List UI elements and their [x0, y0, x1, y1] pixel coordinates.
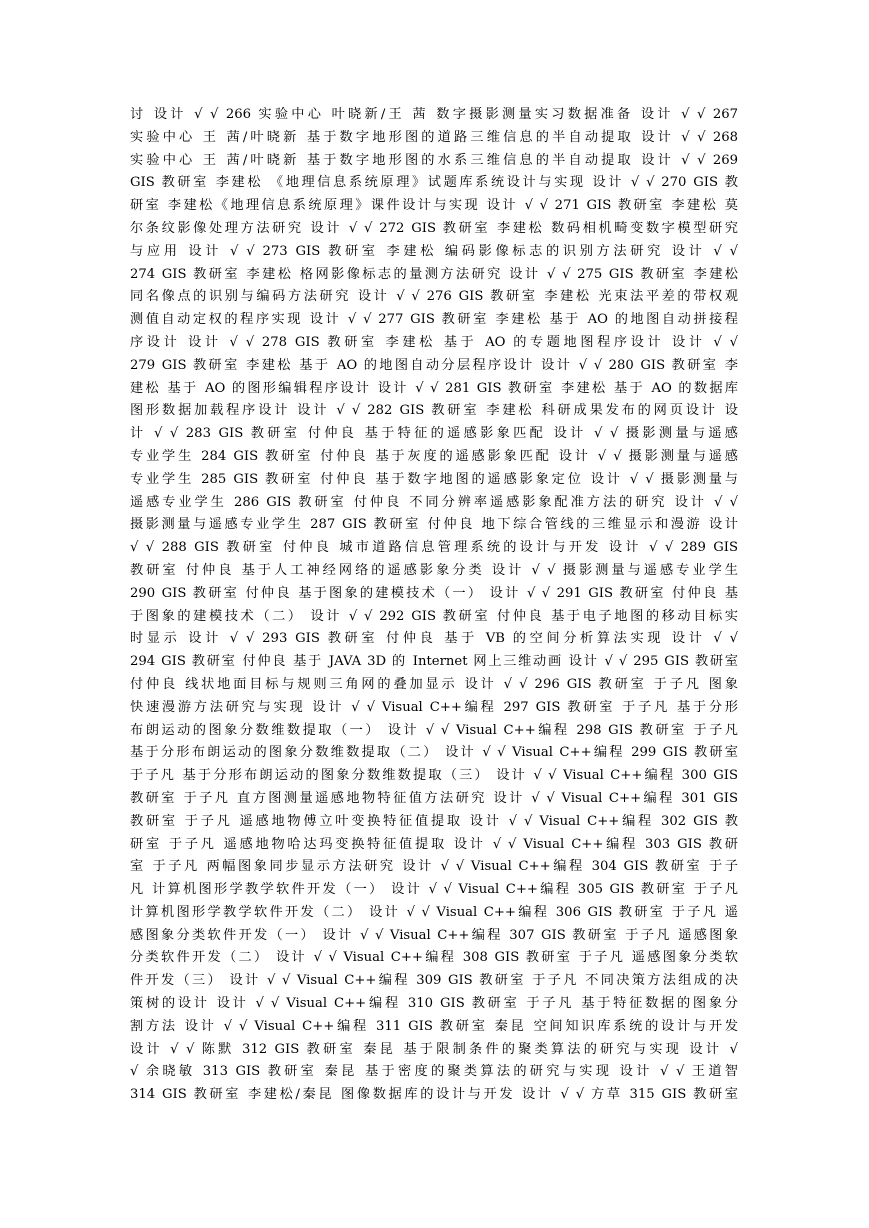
text-line: 序设计 设计 √ √ 278 GIS 教研室 李建松 基于 AO 的专题地图程序设计 设计 √ √ [130, 334, 738, 350]
text-line: 同名像点的识别与编码方法研究 设计 √ √ 276 GIS 教研室 李建松 光束法平差的带权观 [130, 289, 738, 305]
text-line: 314 GIS 教研室 李建松/秦昆 图像数据库的设计与开发 设计 √ √ 方草 315 GIS 教研室 [130, 1087, 738, 1103]
text-line: 与应用 设计 √ √ 273 GIS 教研室 李建松 编码影像标志的识别方法研究 设计 √ √ [130, 243, 738, 259]
text-line: 于图象的建模技术（二） 设计 √ √ 292 GIS 教研室 付仲良 基于电子地图的移动目标实 [130, 608, 738, 624]
text-line: 遥感专业学生 286 GIS 教研室 付仲良 不同分辨率遥感影象配准方法的研究 设计 √ √ [130, 494, 738, 510]
text-line: 尔条纹影像处理方法研究 设计 √ √ 272 GIS 教研室 李建松 数码相机畸变数字模型研究 [130, 220, 738, 236]
text-line: 件开发（三） 设计 √ √ Visual C++编程 309 GIS 教研室 于子凡 不同决策方法组成的决 [130, 973, 738, 989]
text-line: 教研室 于子凡 遥感地物傅立叶变换特征值提取 设计 √ √ Visual C++编程 302 GIS 教 [130, 813, 738, 829]
text-line: 教研室 付仲良 基于人工神经网络的遥感影象分类 设计 √ √ 摄影测量与遥感专业学生 [130, 562, 738, 578]
text-line: 建松 基于 AO 的图形编辑程序设计 设计 √ √ 281 GIS 教研室 李建松 基于 AO 的数据库 [130, 380, 738, 396]
text-line: 计 √ √ 283 GIS 教研室 付仲良 基于特征的遥感影象匹配 设计 √ √ 摄影测量与遥感 [130, 426, 738, 442]
text-line: 专业学生 284 GIS 教研室 付仲良 基于灰度的遥感影象匹配 设计 √ √ 摄影测量与遥感 [130, 448, 738, 464]
text-line: 290 GIS 教研室 付仲良 基于图象的建模技术（一） 设计 √ √ 291 GIS 教研室 付仲良 基 [130, 585, 738, 601]
text-line: 研室 于子凡 遥感地物哈达玛变换特征值提取 设计 √ √ Visual C++编程 303 GIS 教研 [130, 836, 738, 852]
text-line: 时显示 设计 √ √ 293 GIS 教研室 付仲良 基于 VB 的空间分析算法实现 设计 √ √ [130, 631, 738, 647]
text-line: 实验中心 王 茜/叶晓新 基于数字地形图的水系三维信息的半自动提取 设计 √ √ 269 [130, 152, 738, 168]
text-line: 付仲良 线状地面目标与规则三角网的叠加显示 设计 √ √ 296 GIS 教研室 于子凡 图象 [130, 676, 738, 692]
text-line: 凡 计算机图形学教学软件开发（一） 设计 √ √ Visual C++编程 305 GIS 教研室 于子凡 [130, 882, 738, 898]
document-body [130, 104, 738, 1107]
text-line: 摄影测量与遥感专业学生 287 GIS 教研室 付仲良 地下综合管线的三维显示和漫游 设计 [130, 517, 738, 533]
text-line: 于子凡 基于分形布朗运动的图象分数维数提取（三） 设计 √ √ Visual C++编程 300 GIS [130, 768, 738, 784]
text-line: 图形数据加载程序设计 设计 √ √ 282 GIS 教研室 李建松 科研成果发布的网页设计 设 [130, 403, 738, 419]
text-line: 分类软件开发（二） 设计 √ √ Visual C++编程 308 GIS 教研室 于子凡 遥感图象分类软 [130, 950, 738, 966]
text-line: 279 GIS 教研室 李建松 基于 AO 的地图自动分层程序设计 设计 √ √ 280 GIS 教研室 李 [130, 357, 738, 373]
text-line: 割方法 设计 √ √ Visual C++编程 311 GIS 教研室 秦昆 空间知识库系统的设计与开发 [130, 1018, 738, 1034]
text-line: √ 余晓敏 313 GIS 教研室 秦昆 基于密度的聚类算法的研究与实现 设计 √ √ 王道智 [130, 1064, 738, 1080]
text-line: 布朗运动的图象分数维数提取（一） 设计 √ √ Visual C++编程 298 GIS 教研室 于子凡 [130, 722, 738, 738]
text-line: 实验中心 王 茜/叶晓新 基于数字地形图的道路三维信息的半自动提取 设计 √ √ 268 [130, 129, 738, 145]
text-line: 274 GIS 教研室 李建松 格网影像标志的量测方法研究 设计 √ √ 275 GIS 教研室 李建松 [130, 266, 738, 282]
text-line: 基于分形布朗运动的图象分数维数提取（二） 设计 √ √ Visual C++编程 299 GIS 教研室 [130, 745, 738, 761]
text-line: 快速漫游方法研究与实现 设计 √ √ Visual C++编程 297 GIS 教研室 于子凡 基于分形 [130, 699, 738, 715]
text-line: 测值自动定权的程序实现 设计 √ √ 277 GIS 教研室 李建松 基于 AO 的地图自动拼接程 [130, 312, 738, 328]
text-line: 专业学生 285 GIS 教研室 付仲良 基于数字地图的遥感影象定位 设计 √ √ 摄影测量与 [130, 471, 738, 487]
text-line: 室 于子凡 两幅图象同步显示方法研究 设计 √ √ Visual C++编程 304 GIS 教研室 于子 [130, 859, 738, 875]
text-line: 教研室 于子凡 直方图测量遥感地物特征值方法研究 设计 √ √ Visual C++编程 301 GIS [130, 790, 738, 806]
text-line: 设计 √ √ 陈默 312 GIS 教研室 秦昆 基于限制条件的聚类算法的研究与实现 设计 √ [130, 1041, 738, 1057]
text-line: 研室 李建松《地理信息系统原理》课件设计与实现 设计 √ √ 271 GIS 教研室 李建松 莫 [130, 198, 738, 214]
text-line: 策树的设计 设计 √ √ Visual C++编程 310 GIS 教研室 于子凡 基于特征数据的图象分 [130, 996, 738, 1012]
text-line: 计算机图形学教学软件开发（二） 设计 √ √ Visual C++编程 306 GIS 教研室 于子凡 遥 [130, 904, 738, 920]
text-line: 294 GIS 教研室 付仲良 基于 JAVA 3D 的 Internet 网上三维动画 设计 √ √ 295 GIS 教研室 [130, 654, 738, 670]
text-line: √ √ 288 GIS 教研室 付仲良 城市道路信息管理系统的设计与开发 设计 √ √ 289 GIS [130, 540, 738, 556]
text-line: 感图象分类软件开发（一） 设计 √ √ Visual C++编程 307 GIS 教研室 于子凡 遥感图象 [130, 927, 738, 943]
text-line: 讨 设计 √ √ 266 实验中心 叶晓新/王 茜 数字摄影测量实习数据准备 设计 √ √ 267 [130, 107, 738, 122]
text-line: GIS 教研室 李建松 《地理信息系统原理》试题库系统设计与实现 设计 √ √ 270 GIS 教 [130, 175, 738, 191]
